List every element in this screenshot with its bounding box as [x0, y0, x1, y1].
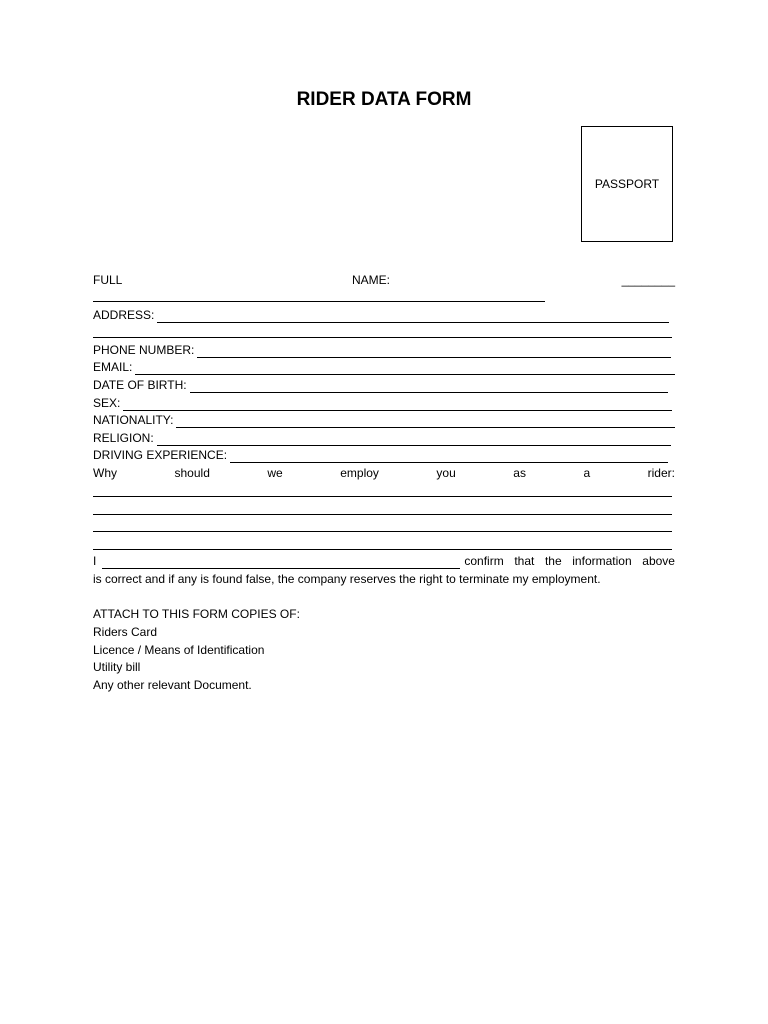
attach-item: Riders Card — [93, 625, 158, 639]
full-name-label-name: NAME: — [352, 273, 391, 287]
attach-item: Any other relevant Document. — [93, 678, 252, 692]
confirm-word: that — [514, 554, 535, 568]
passport-label: PASSPORT — [594, 177, 660, 191]
why-word: as — [513, 466, 526, 480]
nationality-label: NATIONALITY: — [93, 413, 174, 427]
sex-label: SEX: — [93, 396, 121, 410]
passport-photo-box[interactable] — [581, 126, 673, 242]
religion-label: RELIGION: — [93, 431, 154, 445]
confirm-word: confirm — [464, 554, 504, 568]
phone-input-line[interactable] — [197, 345, 671, 358]
phone-row — [93, 343, 671, 358]
dob-input-line[interactable] — [190, 380, 668, 393]
driving-label: DRIVING EXPERIENCE: — [93, 448, 228, 462]
address-row — [93, 308, 669, 323]
full-name-label-full: FULL — [93, 273, 123, 287]
full-name-tail-blank[interactable]: ________ — [621, 273, 675, 287]
answer-line-2[interactable] — [93, 514, 672, 515]
confirm-name-line[interactable] — [102, 556, 460, 569]
email-input-line[interactable] — [135, 362, 675, 375]
confirm-word: above — [642, 554, 675, 568]
sex-input-line[interactable] — [123, 398, 672, 411]
religion-input-line[interactable] — [157, 433, 671, 446]
sex-row — [93, 396, 672, 411]
dob-label: DATE OF BIRTH: — [93, 378, 187, 392]
address-input-line[interactable] — [157, 310, 669, 323]
why-word: a — [583, 466, 591, 480]
form-title: RIDER DATA FORM — [296, 89, 472, 110]
religion-row — [93, 431, 671, 446]
why-word: we — [267, 466, 283, 480]
confirm-line-2: is correct and if any is found false, the company reserves the right to terminate my employment. — [93, 572, 601, 586]
why-word: Why — [93, 466, 117, 480]
answer-line-3[interactable] — [93, 531, 672, 532]
address-line-2[interactable] — [93, 337, 672, 338]
attach-item: Licence / Means of Identification — [93, 643, 265, 657]
full-name-line[interactable] — [93, 301, 545, 302]
driving-row — [93, 448, 668, 463]
dob-row — [93, 378, 668, 393]
attach-item: Utility bill — [93, 660, 141, 674]
why-word: employ — [340, 466, 379, 480]
full-name-row — [93, 273, 675, 288]
confirm-row — [93, 554, 675, 569]
answer-line-4[interactable] — [93, 549, 672, 550]
email-label: EMAIL: — [93, 360, 133, 374]
nationality-input-line[interactable] — [176, 415, 675, 428]
why-word: rider: — [647, 466, 675, 480]
why-question — [93, 466, 675, 481]
driving-input-line[interactable] — [230, 450, 668, 463]
confirm-start: I — [93, 554, 97, 568]
confirm-word: the — [544, 554, 562, 568]
address-label: ADDRESS: — [93, 308, 155, 322]
confirm-rest — [464, 554, 675, 569]
nationality-row — [93, 413, 675, 428]
email-row — [93, 360, 675, 375]
phone-label: PHONE NUMBER: — [93, 343, 195, 357]
attach-heading: ATTACH TO THIS FORM COPIES OF: — [93, 607, 300, 621]
why-word: you — [436, 466, 456, 480]
confirm-word: information — [572, 554, 632, 568]
why-word: should — [174, 466, 210, 480]
answer-line-1[interactable] — [93, 496, 672, 497]
